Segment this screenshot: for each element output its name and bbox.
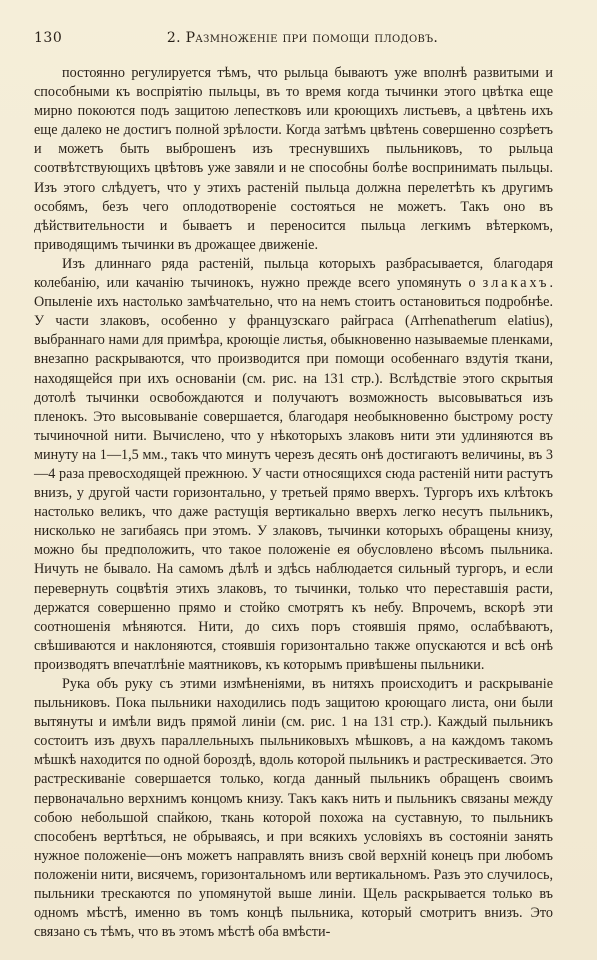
paragraph-2-text-after: . Опыленіе ихъ настолько замѣчательно, что на немъ стоитъ остановиться подробнѣе. У части злаковъ, особенно у французскаго райграса (Arrhenatherum elatius), выбраннаго нами для примѣра, кроющіе листья, обыкновенно называемые пленками, внезапно раскрываются, что производится при помощи особеннаго вздутія ткани, находящейся при ихъ основаніи (см. рис. на 131 стр.). Вслѣдствіе этого скрытыя дотолѣ тычинки освобождаются и получаютъ возможность высовываться изъ пленокъ. Это высовываніе совершается, благодаря необыкновенно быстрому росту тычиночной нити. Вычислено, что у нѣкоторыхъ злаковъ нити эти удлиняются въ минуту на 1—1,5 мм., такъ что минутъ черезъ десять онѣ достигаютъ величины, въ 3—4 раза превосходящей прежнюю. У части относящихся сюда растеній нити растутъ внизъ, у другой части горизонтально, у третьей прямо вверхъ. Тургоръ ихъ клѣтокъ настолько великъ, что даже растущія вертикально вверхъ легко несутъ пыльникъ, нисколько не загибаясь при этомъ. У злаковъ, тычинки которыхъ обращены книзу, можно бы предположить, что такое положеніе ея обусловлено вѣсомъ пыльника. Ничуть не бывало. На самомъ дѣлѣ и здѣсь наблюдается сильный тургоръ, и если перевернуть соцвѣтія этихъ злаковъ, то тычинки, только что переставшія расти, держатся совершенно прямо и стойко смотрятъ къ небу. Впрочемъ, вскорѣ эти соотношенія мѣняются. Нити, до сихъ поръ стоявшія прямо, ослабѣваютъ, свѣшиваются и наклоняются, стоявшія горизонтально также опускаются и всѣ онѣ производятъ впечатлѣніе маятниковъ, къ которымъ привѣшены пыльники.: [34, 275, 553, 673]
body-text: [34, 64, 553, 942]
paragraph-2-text-before: Изъ длиннаго ряда растеній, пыльца которыхъ разбрасывается, благодаря колебанію, или качанію тычинокъ, нужно прежде всего упомянуть о: [34, 255, 553, 292]
page-header: [34, 26, 551, 50]
running-title: 2. Размноженіе при помощи плодовъ.: [166, 30, 439, 46]
emphasized-term: злакахъ: [482, 275, 550, 292]
paragraph-3-text: Рука объ руку съ этими измѣненіями, въ нитяхъ происходитъ и раскрываніе пыльниковъ. Пока пыльники находились подъ защитою кроющаго листа, они были вытянуты и имѣли видъ прямой линіи (см. рис. 1 на 131 стр.). Каждый пыльникъ состоитъ изъ двухъ параллельныхъ пыльниковыхъ мѣшковъ, а на каждомъ такомъ мѣшкѣ находится по одной бороздѣ, вдоль которой пыльникъ и растрескивается. Это растрескиваніе совершается только, когда данный пыльникъ обращенъ своимъ первоначально верхнимъ концомъ книзу. Такъ какъ нить и пыльникъ связаны между собою небольшой спайкою, ткань которой похожа на суставную, то пыльникъ способенъ вертѣться, не обрываясь, и при всякихъ условіяхъ въ состояніи занять нужное положеніе—онъ можетъ направлять внизъ свой верхній конецъ при любомъ положеніи нити, висячемъ, горизонтальномъ или вертикальномъ. Разъ это случилось, пыльники трескаются по упомянутой выше линіи. Щель раскрывается только въ одномъ мѣстѣ, именно въ томъ концѣ пыльника, который смотритъ внизъ. Это связано съ тѣмъ, что въ этомъ мѣстѣ оба вмѣсти-: [34, 676, 553, 941]
page-number: 130: [34, 30, 63, 46]
paragraph-3: [34, 675, 553, 942]
paragraph-1-text: постоянно регулируется тѣмъ, что рыльца бываютъ уже вполнѣ развитыми и способными къ воспріятію пыльцы, въ то время когда тычинки этого цвѣтка еще мирно покоются подъ защитою лепестковъ или кроющихъ листьевъ, а цвѣтень ихъ еще далеко не достигъ полной зрѣлости. Когда затѣмъ цвѣтень совершенно созрѣетъ и можетъ быть выброшенъ изъ треснувшихъ пыльниковъ, то рыльца соотвѣтствующихъ цвѣтовъ уже завяли и не способны болѣе воспринимать пыльцы. Изъ этого слѣдуетъ, что у этихъ растеній пыльца должна перелетѣть къ другимъ особямъ, безъ чего оплодотвореніе состояться не можетъ. Такъ оно въ дѣйствительности и бываетъ и переносится пыльца легкимъ вѣтеркомъ, приводящимъ тычинки въ дрожащее движеніе.: [34, 65, 553, 253]
paragraph-1: [34, 64, 553, 255]
paragraph-2: [34, 255, 553, 675]
